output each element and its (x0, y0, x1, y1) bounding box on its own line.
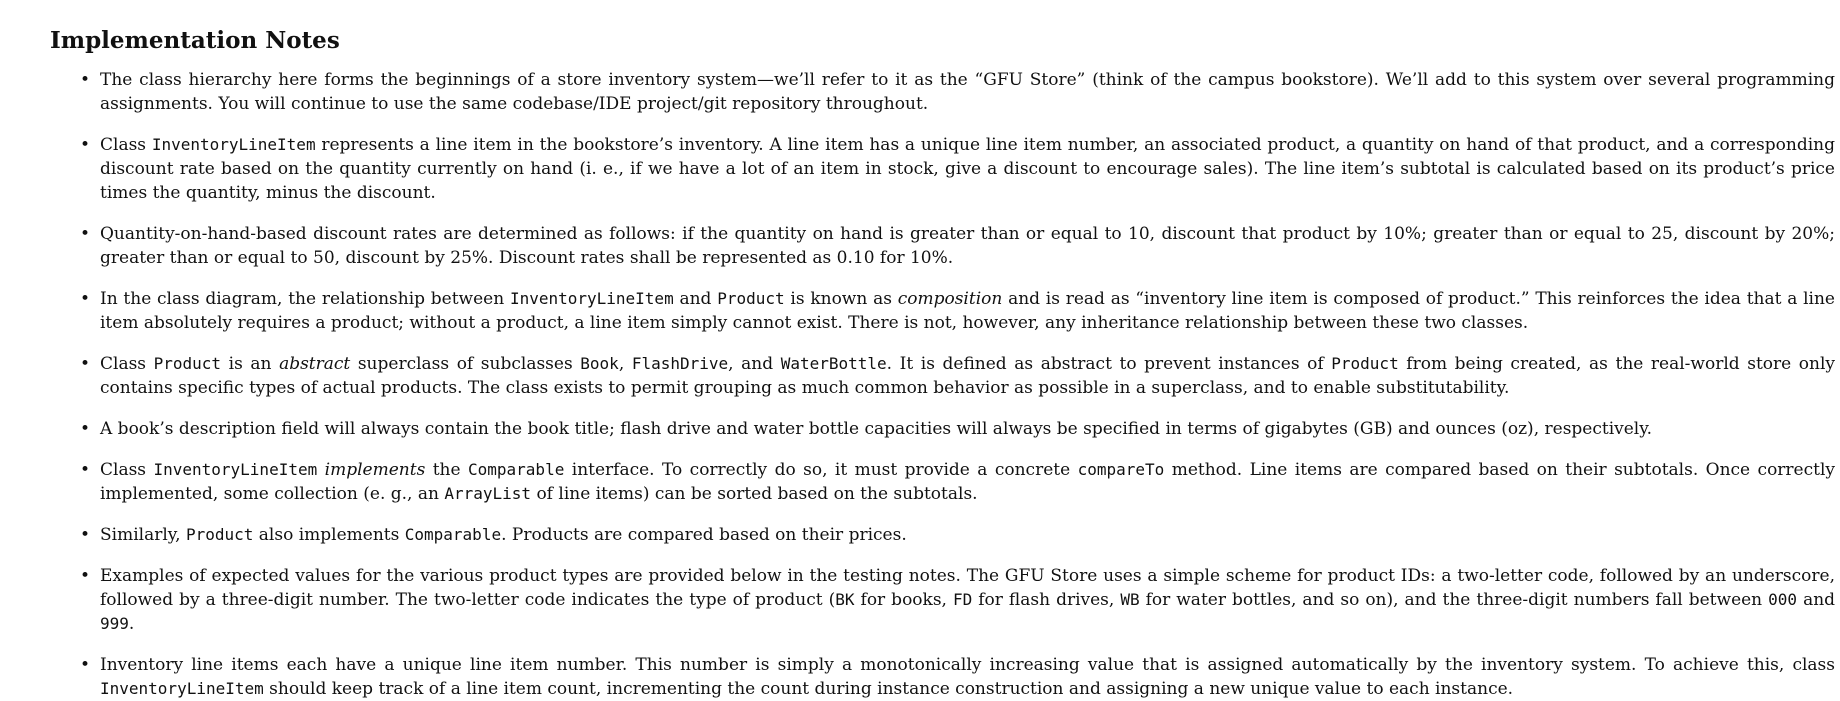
code-term: InventoryLineItem (153, 460, 318, 479)
note-text: superclass of subclasses (350, 354, 581, 374)
code-term: WaterBottle (780, 354, 887, 373)
notes-list (50, 68, 1835, 701)
code-term: FD (952, 590, 973, 609)
code-term: Comparable (468, 460, 565, 479)
note-item (100, 133, 1835, 205)
note-text (317, 460, 324, 480)
note-text: is known as (784, 289, 898, 309)
note-text: . It is defined as abstract to prevent instances of (886, 354, 1332, 374)
note-item (100, 68, 1835, 116)
note-text: of line items) can be sorted based on the subtotals. (531, 484, 978, 504)
code-term: InventoryLineItem (151, 135, 316, 154)
note-text: from being created, as the real-world store only contains specific types of actual products. The class exists to permit grouping as much common behavior as possible in a superclass, and to enable substitutability. (100, 354, 1836, 398)
note-text: represents a line item in the bookstore’s inventory. A line item has a unique line item number, an associated product, a quantity on hand of that product, and a corresponding discount rate based on the quantity currently on hand (i. e., if we have a lot of an item in stock, give a discount to encourage sales). The line item’s subtotal is calculated based on its product’s price times the quantity, minus the discount. (100, 135, 1836, 203)
note-text: and is read as “inventory line item is composed of product.” This reinforces the idea that a line item absolutely requires a product; without a product, a line item simply cannot exist. There is not, however, any inheritance relationship between these two classes. (100, 289, 1835, 333)
code-term: Product (185, 525, 254, 544)
code-term: Product (1331, 354, 1399, 373)
emphasized-term: implements (324, 460, 426, 480)
note-item (100, 653, 1835, 701)
note-item (100, 564, 1835, 636)
section-title: Implementation Notes (50, 27, 340, 54)
note-text: . (128, 614, 135, 634)
note-text: Class (100, 354, 154, 374)
note-text: Class (100, 135, 152, 155)
code-term: InventoryLineItem (509, 289, 674, 308)
note-item (100, 222, 1835, 270)
note-text: should keep track of a line item count, incrementing the count during instance construction and assigning a new unique value to each instance. (263, 679, 1514, 699)
emphasized-term: abstract (279, 354, 351, 374)
note-text: for water bottles, and so on), and the three-digit numbers fall between (1139, 590, 1769, 610)
note-text: Quantity-on-hand-based discount rates are determined as follows: if the quantity on hand is greater than or equal to 10, discount that product by 10%; greater than or equal to 25, discount by 20%; greater than or equal to 50, discount by 25%. Discount rates shall be represented as 0.10 for 10%. (100, 224, 1835, 268)
note-text: , (618, 354, 632, 374)
note-text: In the class diagram, the relationship between (100, 289, 510, 309)
emphasized-term: composition (897, 289, 1003, 309)
note-text: and (1797, 590, 1836, 610)
code-term: ArrayList (444, 484, 532, 503)
note-text: method. Line items are compared based on their subtotals. Once correctly implemented, some collection (e. g., an (100, 460, 1836, 504)
note-text: also implements (253, 525, 405, 545)
note-text: A book’s description field will always contain the book title; flash drive and water bottle capacities will always be specified in terms of gigabytes (GB) and ounces (oz), respectively. (100, 419, 1652, 439)
code-term: Book (580, 354, 619, 373)
note-text: Similarly, (100, 525, 186, 545)
code-term: Product (153, 354, 222, 373)
note-text: The class hierarchy here forms the beginnings of a store inventory system—we’ll refer to it as the “GFU Store” (think of the campus bookstore). We’ll add to this system over several programming assignments. You will continue to use the same codebase/IDE project/git repository throughout. (100, 70, 1835, 114)
code-term: BK (835, 590, 855, 609)
note-text: Class (100, 460, 154, 480)
note-item (100, 458, 1835, 506)
note-text: Inventory line items each have a unique line item number. This number is simply a monotonically increasing value that is assigned automatically by the inventory system. To achieve this, class (100, 655, 1835, 675)
code-term: 999 (100, 614, 129, 633)
code-term: InventoryLineItem (100, 679, 264, 698)
code-term: compareTo (1077, 460, 1165, 479)
note-text: Examples of expected values for the various product types are provided below in the testing notes. The GFU Store uses a simple scheme for product IDs: a two-letter code, followed by an underscore, followed by a three-digit number. The two-letter code indicates the type of product ( (100, 566, 1835, 610)
note-text: interface. To correctly do so, it must provide a concrete (564, 460, 1078, 480)
note-text: for books, (854, 590, 953, 610)
code-term: Comparable (404, 525, 502, 544)
note-text: , and (728, 354, 781, 374)
note-item (100, 352, 1835, 400)
note-item (100, 523, 1835, 547)
code-term: WB (1120, 590, 1140, 609)
note-text: for flash drives, (972, 590, 1121, 610)
note-text: the (425, 460, 468, 480)
note-text: is an (221, 354, 280, 374)
code-term: 000 (1768, 590, 1798, 609)
note-text: . Products are compared based on their prices. (501, 525, 907, 545)
code-term: Product (717, 289, 785, 308)
note-item (100, 287, 1835, 335)
code-term: FlashDrive (631, 354, 729, 373)
note-text: and (673, 289, 718, 309)
note-item (100, 417, 1835, 441)
